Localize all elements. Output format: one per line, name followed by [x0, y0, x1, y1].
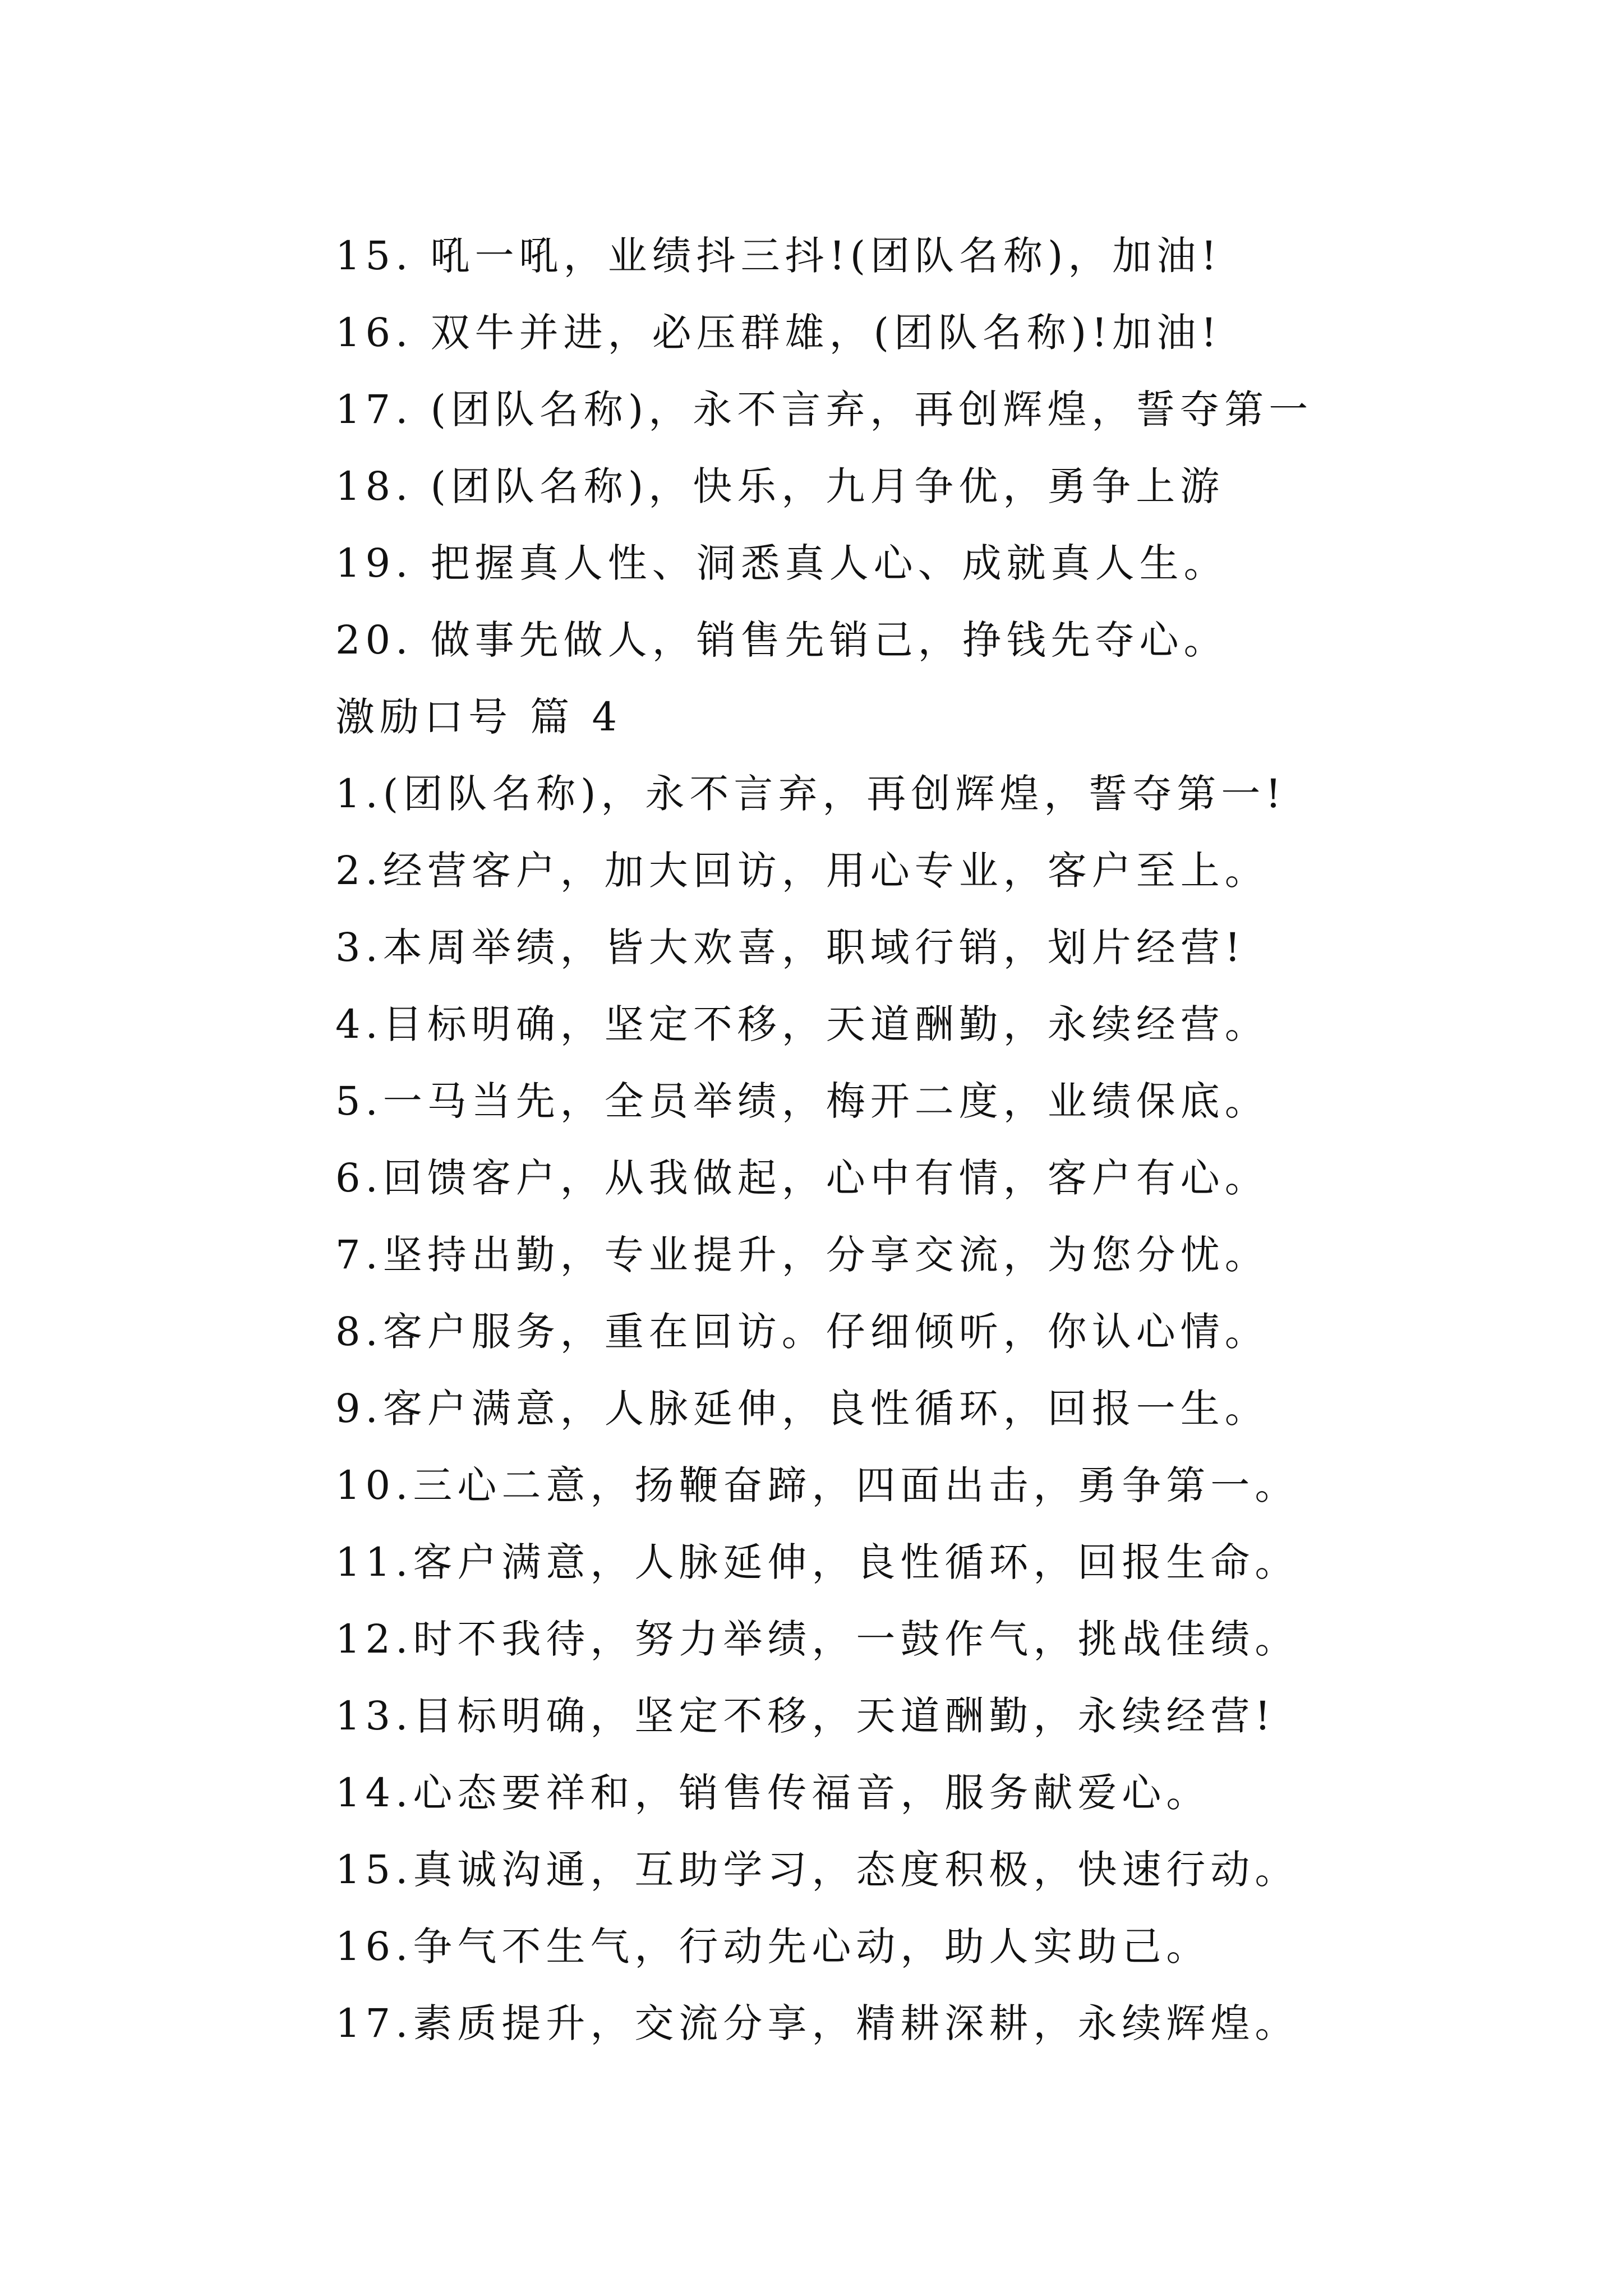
text-line: 9.客户满意，人脉延伸，良性循环，回报一生。 — [335, 1386, 1269, 1432]
text-line: 16. 双牛并进，必压群雄，(团队名称)!加油! — [335, 310, 1222, 356]
text-line: 19. 把握真人性、洞悉真人心、成就真人生。 — [335, 540, 1228, 586]
text-line: 18. (团队名称)，快乐，九月争优，勇争上游 — [335, 463, 1225, 509]
text-line: 14.心态要祥和，销售传福音，服务献爱心。 — [335, 1770, 1211, 1816]
text-line: 13.目标明确，坚定不移，天道酬勤，永续经营! — [335, 1693, 1276, 1739]
text-line: 7.坚持出勤，专业提升，分享交流，为您分忧。 — [335, 1232, 1269, 1278]
text-line: 17. (团队名称)，永不言弃，再创辉煌，誓夺第一 — [335, 386, 1313, 432]
text-line: 1.(团队名称)，永不言弃，再创辉煌，誓夺第一! — [335, 771, 1287, 817]
text-line: 20. 做事先做人，销售先销己，挣钱先夺心。 — [335, 617, 1228, 663]
text-line: 16.争气不生气，行动先心动，助人实助己。 — [335, 1924, 1211, 1970]
section-heading: 激励口号 篇 4 — [335, 694, 623, 740]
text-line: 8.客户服务，重在回访。仔细倾听，你认心情。 — [335, 1309, 1269, 1355]
text-line: 3.本周举绩，皆大欢喜，职域行销，划片经营! — [335, 924, 1246, 970]
text-line: 12.时不我待，努力举绩，一鼓作气，挑战佳绩。 — [335, 1616, 1299, 1662]
document-body — [335, 218, 1457, 2062]
text-line: 2.经营客户，加大回访，用心专业，客户至上。 — [335, 848, 1269, 894]
text-line: 15.真诚沟通，互助学习，态度积极，快速行动。 — [335, 1847, 1299, 1893]
text-line: 17.素质提升，交流分享，精耕深耕，永续辉煌。 — [335, 2000, 1299, 2046]
text-line: 15. 吼一吼，业绩抖三抖!(团队名称)，加油! — [335, 233, 1222, 279]
text-line: 11.客户满意，人脉延伸，良性循环，回报生命。 — [335, 1539, 1299, 1585]
text-line: 5.一马当先，全员举绩，梅开二度，业绩保底。 — [335, 1078, 1269, 1124]
text-line: 10.三心二意，扬鞭奋蹄，四面出击，勇争第一。 — [335, 1462, 1299, 1508]
text-line: 6.回馈客户，从我做起，心中有情，客户有心。 — [335, 1155, 1269, 1201]
text-line: 4.目标明确，坚定不移，天道酬勤，永续经营。 — [335, 1001, 1269, 1047]
